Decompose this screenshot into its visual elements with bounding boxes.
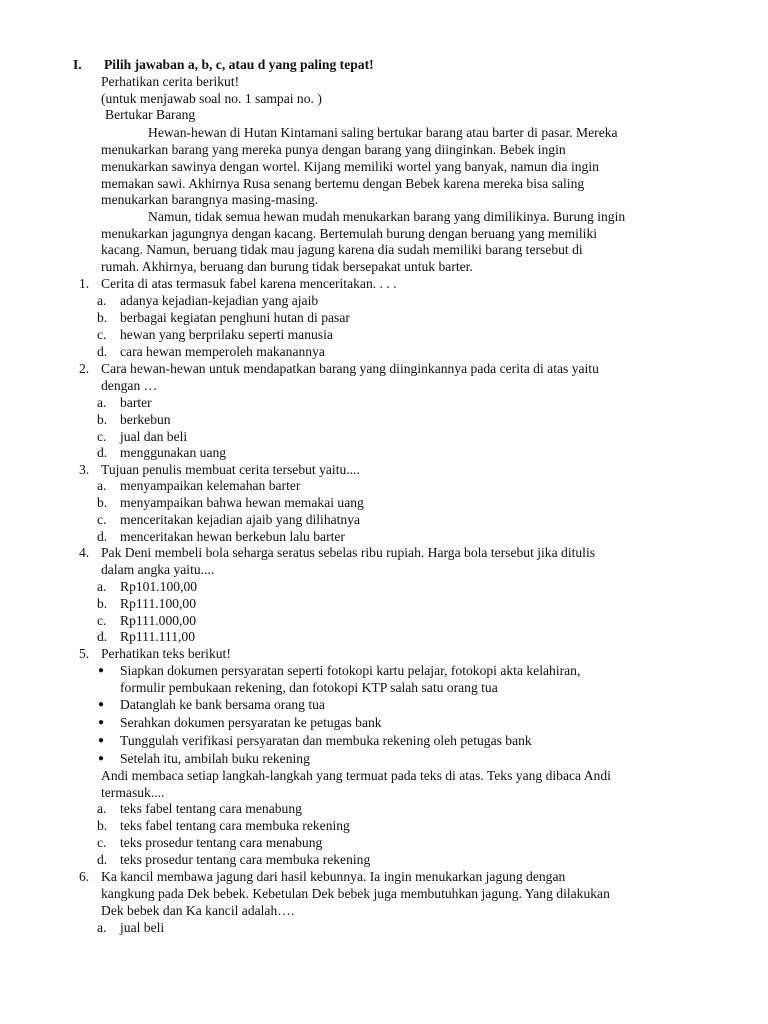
option-letter: d. (97, 852, 108, 867)
option-text: barter (120, 395, 152, 410)
option-text: menceritakan kejadian ajaib yang dilihatnya (120, 512, 361, 527)
option-letter: b. (97, 818, 108, 833)
bullet-text: Setelah itu, ambilah buku rekening (120, 751, 310, 766)
option-text: teks prosedur tentang cara menabung (120, 835, 323, 850)
option-letter: a. (97, 579, 107, 594)
story-line: rumah. Akhirnya, beruang dan burung tidak bersepakat untuk barter. (101, 259, 473, 274)
option-letter: b. (97, 412, 108, 427)
question-text: termasuk.... (101, 785, 165, 800)
bullet-text: formulir pembukaan rekening, dan fotokopi KTP salah satu orang tua (120, 680, 498, 695)
option-text: adanya kejadian-kejadian yang ajaib (120, 293, 319, 308)
question-number: 5. (79, 646, 90, 661)
question-text: Tujuan penulis membuat cerita tersebut yaitu.... (101, 462, 360, 477)
option-text: hewan yang berprilaku seperti manusia (120, 327, 333, 342)
option-letter: c. (97, 512, 107, 527)
story-line: kacang. Namun, beruang tidak mau jagung karena dia sudah memiliki barang tersebut di (101, 242, 583, 257)
story-line: menukarkan jagungnya dengan kacang. Bertemulah burung dengan beruang yang memiliki (101, 226, 598, 241)
story-title: Bertukar Barang (105, 107, 196, 122)
question-number: 2. (79, 361, 90, 376)
option-text: jual beli (120, 920, 165, 935)
story-line: menukarkan barangnya masing-masing. (101, 192, 319, 207)
option-text: menceritakan hewan berkebun lalu barter (120, 529, 345, 544)
question-text: Perhatikan teks berikut! (101, 646, 231, 661)
bullet-text: Siapkan dokumen persyaratan seperti fotokopi kartu pelajar, fotokopi akta kelahiran, (120, 663, 581, 678)
question-number: 4. (79, 545, 90, 560)
bullet-text: Serahkan dokumen persyaratan ke petugas bank (120, 715, 382, 730)
section-numeral: I. (73, 57, 82, 72)
option-text: teks prosedur tentang cara membuka rekening (120, 852, 371, 867)
story-line: Namun, tidak semua hewan mudah menukarkan barang yang dimilikinya. Burung ingin (148, 209, 626, 224)
option-letter: b. (97, 596, 108, 611)
bullet-icon: ● (98, 753, 105, 764)
option-letter: b. (97, 310, 108, 325)
question-text: dalam angka yaitu.... (101, 562, 215, 577)
option-text: menyampaikan kelemahan barter (120, 478, 301, 493)
option-letter: c. (97, 835, 107, 850)
bullet-text: Tunggulah verifikasi persyaratan dan membuka rekening oleh petugas bank (120, 733, 532, 748)
option-letter: c. (97, 429, 107, 444)
bullet-icon: ● (98, 699, 105, 710)
option-text: berkebun (120, 412, 171, 427)
option-letter: a. (97, 293, 107, 308)
story-intro: Perhatikan cerita berikut! (101, 74, 240, 89)
question-number: 6. (79, 869, 90, 884)
question-text: Dek bebek dan Ka kancil adalah…. (101, 903, 295, 918)
option-letter: d. (97, 344, 108, 359)
section-instruction: Pilih jawaban a, b, c, atau d yang paling tepat! (104, 57, 374, 72)
option-letter: a. (97, 801, 107, 816)
question-text: Cerita di atas termasuk fabel karena menceritakan. . . . (101, 276, 397, 291)
option-text: teks fabel tentang cara menabung (120, 801, 302, 816)
question-text: Pak Deni membeli bola seharga seratus sebelas ribu rupiah. Harga bola tersebut jika ditulis (101, 545, 596, 560)
question-text: dengan … (101, 378, 158, 393)
option-letter: b. (97, 495, 108, 510)
question-number: 1. (79, 276, 90, 291)
option-text: menyampaikan bahwa hewan memakai uang (120, 495, 364, 510)
option-text: Rp111.000,00 (120, 613, 197, 628)
option-letter: d. (97, 629, 108, 644)
question-text: kangkung pada Dek bebek. Kebetulan Dek bebek juga membutuhkan jagung. Yang dilakukan (101, 886, 610, 901)
option-text: berbagai kegiatan penghuni hutan di pasar (120, 310, 350, 325)
option-text: Rp111.100,00 (120, 596, 197, 611)
story-line: menukarkan barang yang mereka punya dengan barang yang diinginkan. Bebek ingin (101, 142, 566, 157)
story-line: Hewan-hewan di Hutan Kintamani saling bertukar barang atau barter di pasar. Mereka (148, 125, 618, 140)
option-text: menggunakan uang (120, 445, 227, 460)
option-text: cara hewan memperoleh makanannya (120, 344, 325, 359)
question-text: Ka kancil membawa jagung dari hasil kebunnya. Ia ingin menukarkan jagung dengan (101, 869, 566, 884)
option-letter: c. (97, 613, 107, 628)
story-line: menukarkan sawinya dengan wortel. Kijang memiliki wortel yang banyak, namun dia ingin (101, 159, 599, 174)
question-text: Cara hewan-hewan untuk mendapatkan barang yang diinginkannya pada cerita di atas yaitu (101, 361, 599, 376)
bullet-text: Datanglah ke bank bersama orang tua (120, 697, 325, 712)
bullet-icon: ● (98, 717, 105, 728)
option-letter: a. (97, 920, 107, 935)
question-text: Andi membaca setiap langkah-langkah yang termuat pada teks di atas. Teks yang dibaca Andi (101, 768, 611, 783)
option-text: Rp101.100,00 (120, 579, 198, 594)
story-line: memakan sawi. Akhirnya Rusa senang bertemu dengan Bebek karena mereka bisa saling (101, 176, 585, 191)
question-range-note: (untuk menjawab soal no. 1 sampai no. ) (101, 91, 322, 106)
option-text: Rp111.111,00 (120, 629, 196, 644)
option-letter: d. (97, 445, 108, 460)
option-letter: d. (97, 529, 108, 544)
bullet-icon: ● (98, 665, 105, 676)
option-letter: a. (97, 395, 107, 410)
option-letter: c. (97, 327, 107, 342)
option-letter: a. (97, 478, 107, 493)
bullet-icon: ● (98, 735, 105, 746)
question-number: 3. (79, 462, 90, 477)
option-text: teks fabel tentang cara membuka rekening (120, 818, 350, 833)
option-text: jual dan beli (120, 429, 188, 444)
